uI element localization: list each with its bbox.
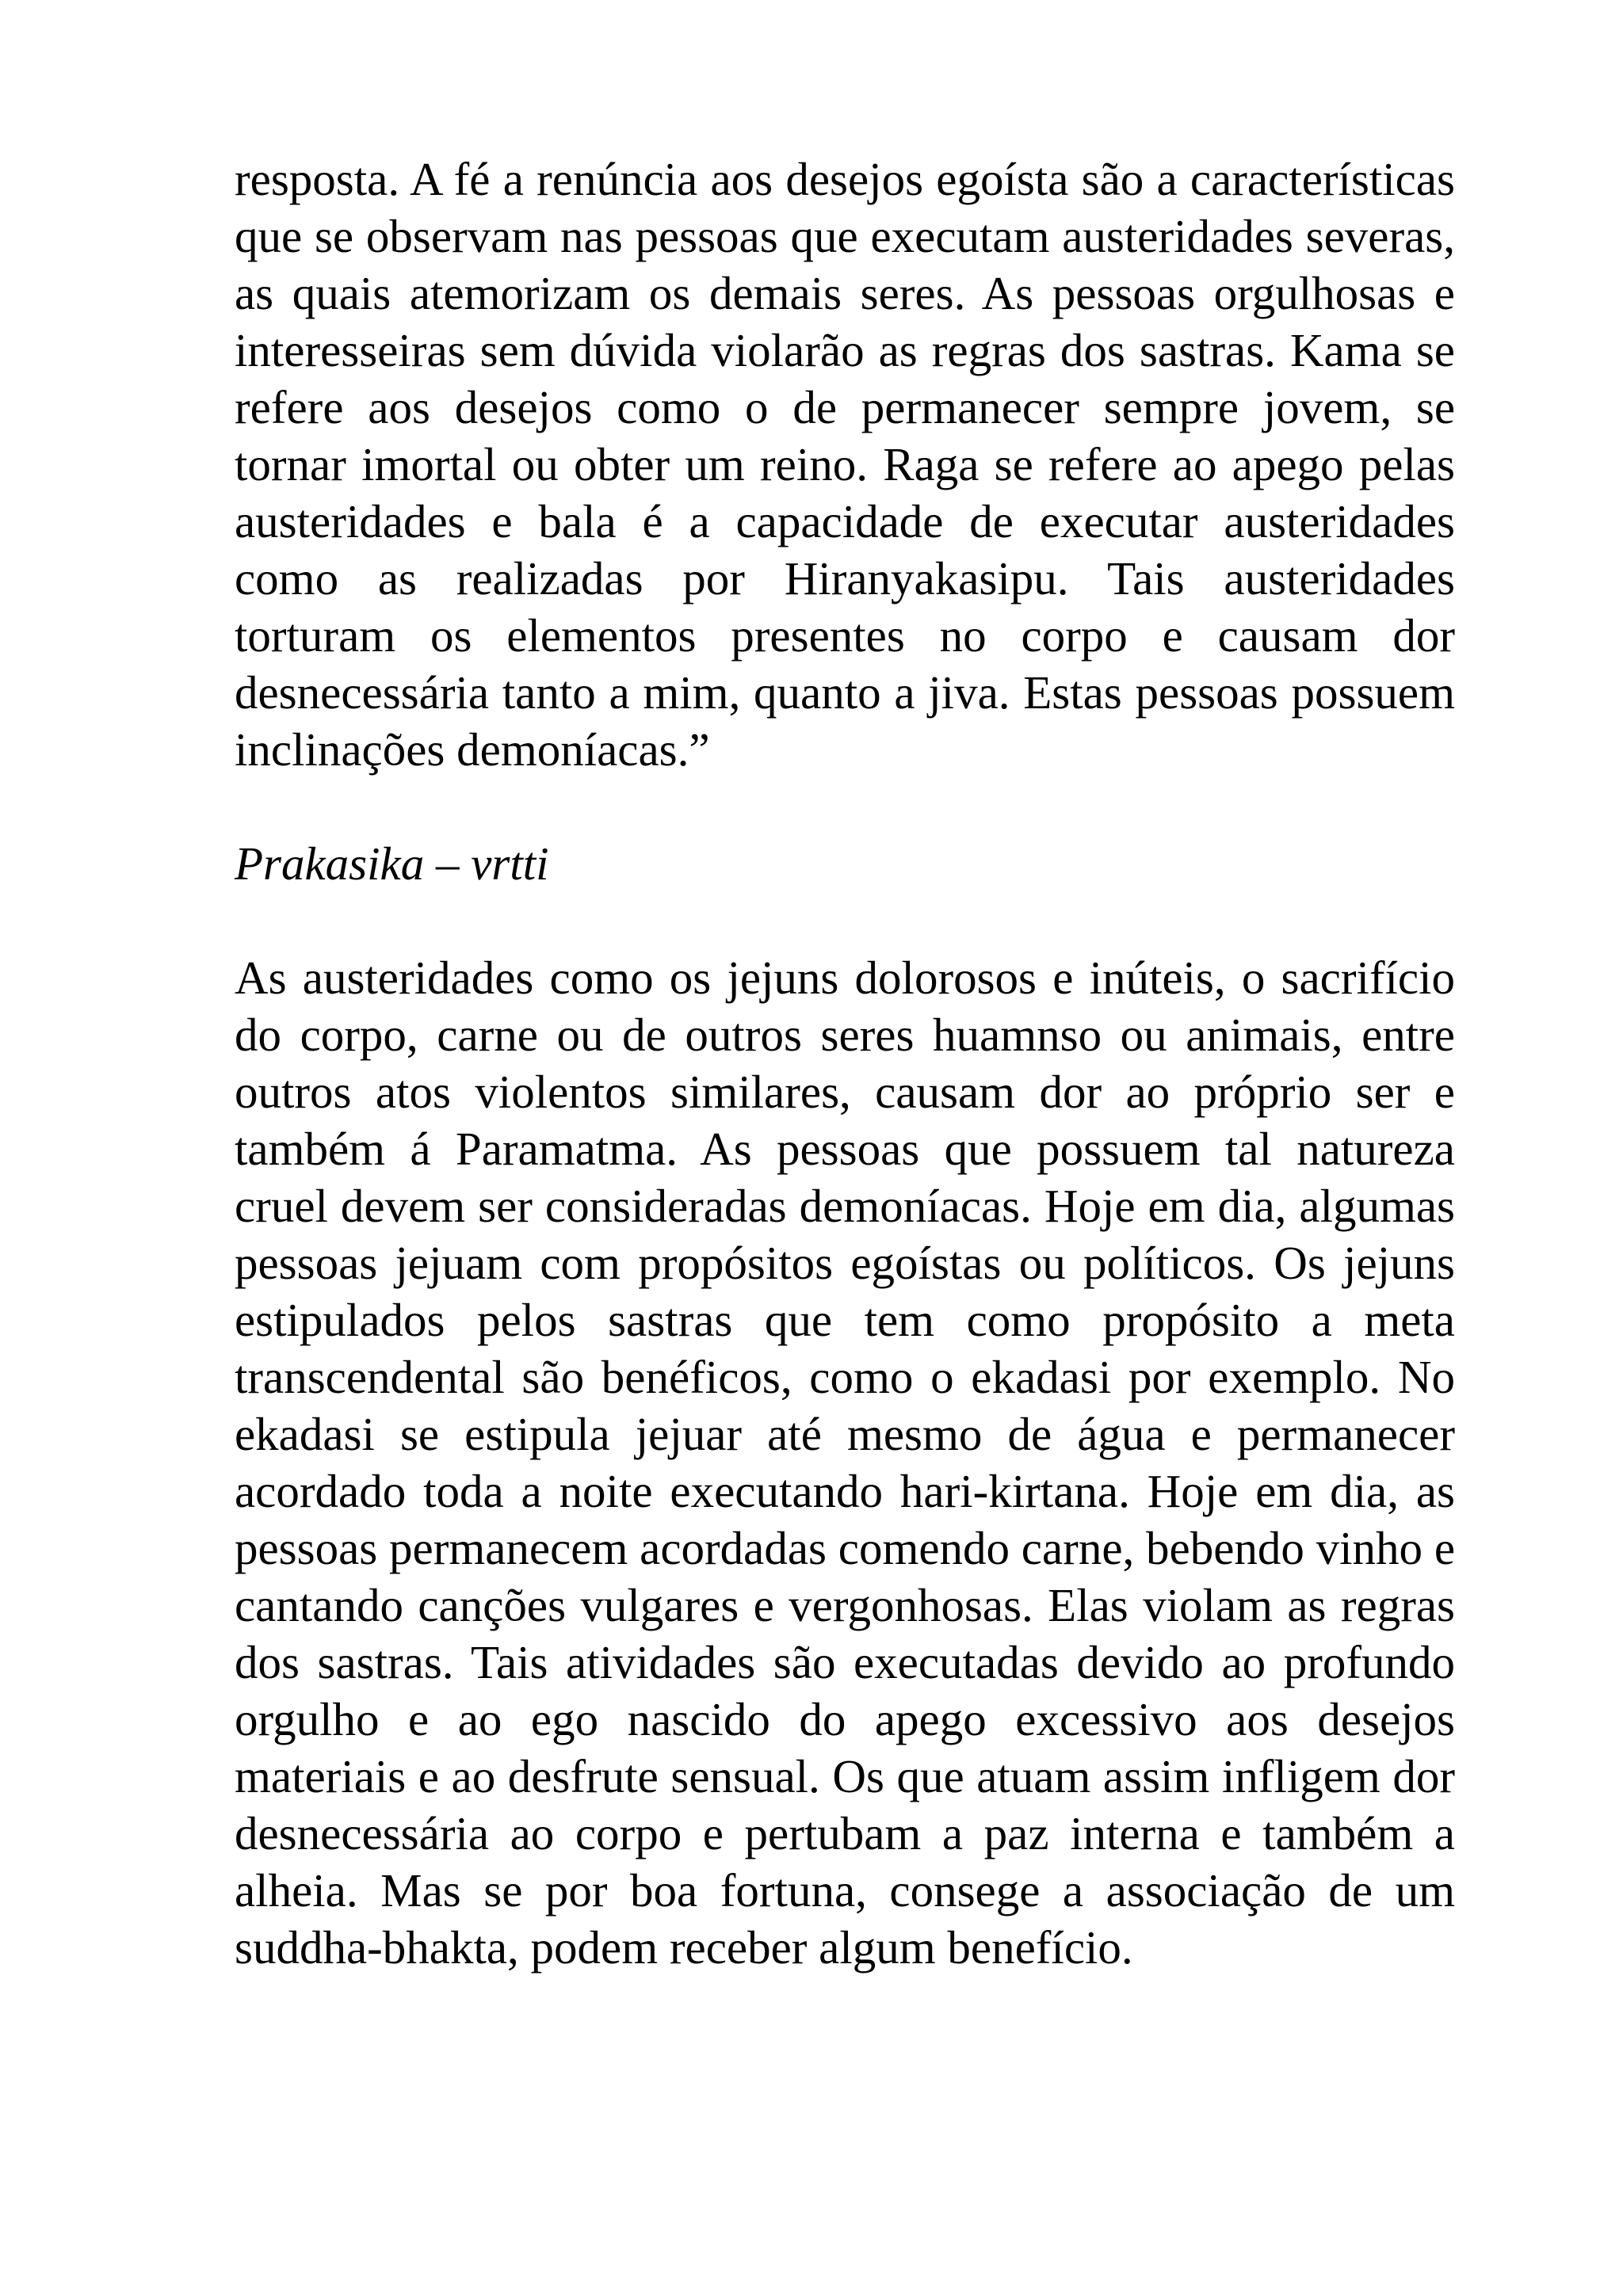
paragraph-intro: resposta. A fé a renúncia aos desejos egoísta são a características que se observam nas pessoas que executam austeridades severas, as quais atemorizam os demais seres. As pessoas orgulhosas e interesseiras sem dúvida violarão as regras dos sastras. Kama se refere aos desejos como o de permanecer sempre jovem, se tornar imortal ou obter um reino. Raga se refere ao apego pelas austeridades e bala é a capacidade de executar austeridades como as realizadas por Hiranyakasipu. Tais austeridades torturam os elementos presentes no corpo e causam dor desnecessária tanto a mim, quanto a jiva. Estas pessoas possuem inclinações demoníacas.”	[235, 153, 1455, 776]
paragraph-commentary: As austeridades como os jejuns dolorosos e inúteis, o sacrifício do corpo, carne ou de outros seres huamnso ou animais, entre outros atos violentos similares, causam dor ao próprio ser e também á Paramatma. As pessoas que possuem tal natureza cruel devem ser consideradas demoníacas. Hoje em dia, algumas pessoas jejuam com propósitos egoístas ou políticos. Os jejuns estipulados pelos sastras que tem como propósito a meta transcendental são benéficos, como o ekadasi por exemplo. No ekadasi se estipula jejuar até mesmo de água e permanecer acordado toda a noite executando hari-kirtana. Hoje em dia, as pessoas permanecem acordadas comendo carne, bebendo vinho e cantando canções vulgares e vergonhosas. Elas violam as regras dos sastras. Tais atividades são executadas devido ao profundo orgulho e ao ego nascido do apego excessivo aos desejos materiais e ao desfrute sensual. Os que atuam assim infligem dor desnecessária ao corpo e pertubam a paz interna e também a alheia. Mas se por boa fortuna, consege a associação de um suddha-bhakta, podem receber algum benefício.	[235, 952, 1455, 1974]
document-page	[235, 151, 1455, 1976]
section-heading: Prakasika – vrtti	[235, 837, 549, 890]
paragraph-spacer	[235, 892, 1455, 949]
paragraph-spacer	[235, 778, 1455, 835]
